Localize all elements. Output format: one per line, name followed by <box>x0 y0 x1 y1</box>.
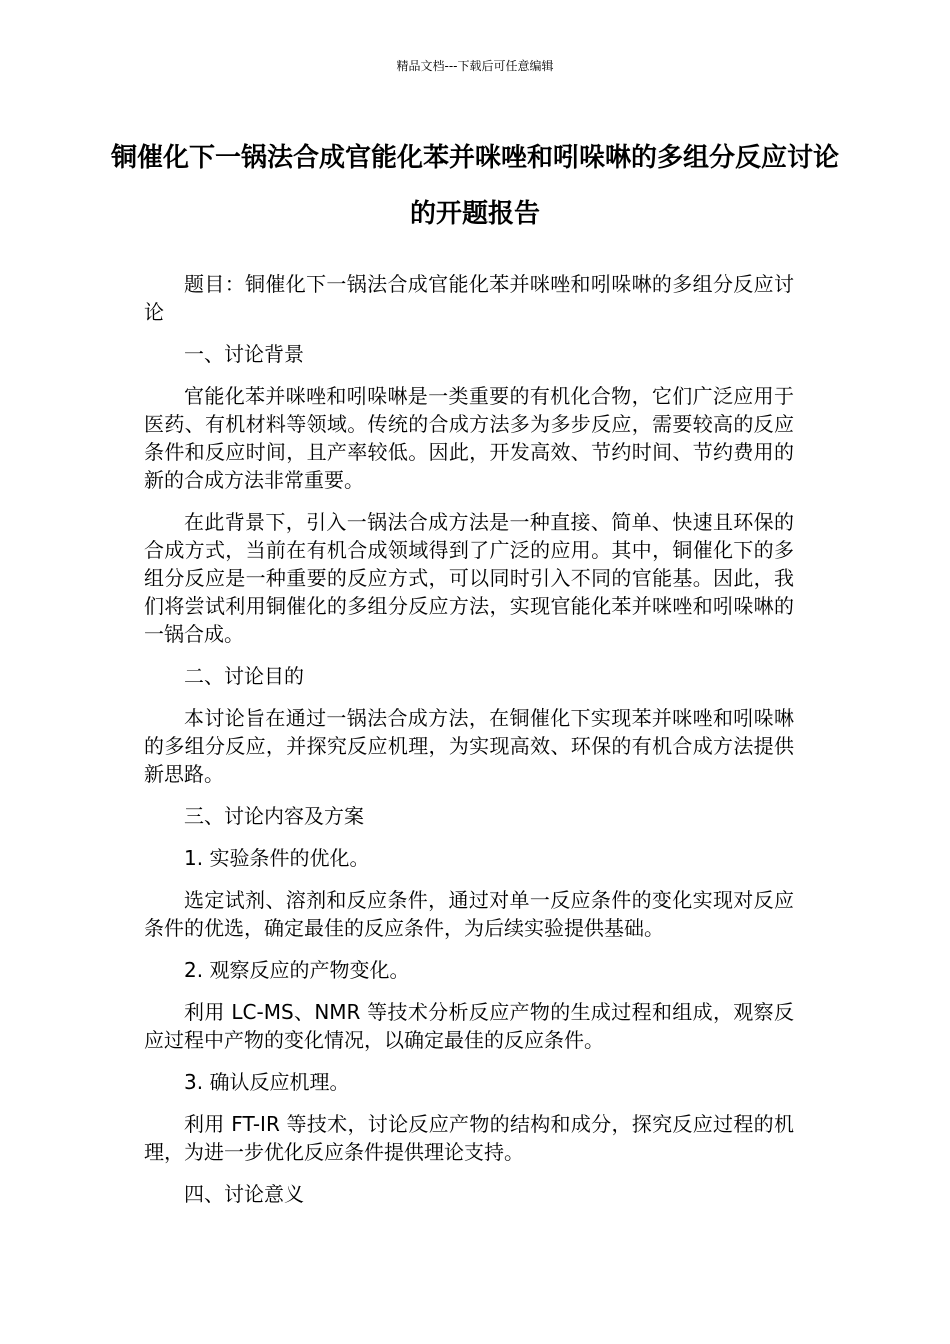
document-body <box>144 270 794 1222</box>
subheading-product-observation: 2. 观察反应的产物变化。 <box>184 958 410 982</box>
section-heading-background: 一、讨论背景 <box>184 342 304 366</box>
background-paragraph-1: 官能化苯并咪唑和吲哚啉是一类重要的有机化合物，它们广泛应用于医药、有机材料等领域。传统的合成方法多为多步反应，需要较高的反应条件和反应时间，且产率较低。因此，开发高效、节约时间、节约费用的新的合成方法非常重要。 <box>144 384 794 492</box>
document-title: 铜催化下一锅法合成官能化苯并咪唑和吲哚啉的多组分反应讨论的开题报告 <box>110 143 839 229</box>
section-heading-purpose: 二、讨论目的 <box>184 664 304 688</box>
subheading-mechanism: 3. 确认反应机理。 <box>184 1070 350 1094</box>
subheading-optimization: 1. 实验条件的优化。 <box>184 846 370 870</box>
header-note: 精品文档---下载后可任意编辑 <box>396 59 554 73</box>
topic-paragraph: 题目：铜催化下一锅法合成官能化苯并咪唑和吲哚啉的多组分反应讨论 <box>144 272 794 324</box>
section-heading-significance: 四、讨论意义 <box>184 1182 304 1206</box>
product-observation-paragraph: 利用 LC-MS、NMR 等技术分析反应产物的生成过程和组成，观察反应过程中产物的变化情况，以确定最佳的反应条件。 <box>144 1000 794 1052</box>
purpose-paragraph: 本讨论旨在通过一锅法合成方法，在铜催化下实现苯并咪唑和吲哚啉的多组分反应，并探究反应机理，为实现高效、环保的有机合成方法提供新思路。 <box>144 706 794 786</box>
mechanism-paragraph: 利用 FT-IR 等技术，讨论反应产物的结构和成分，探究反应过程的机理，为进一步优化反应条件提供理论支持。 <box>144 1112 794 1164</box>
background-paragraph-2: 在此背景下，引入一锅法合成方法是一种直接、简单、快速且环保的合成方式，当前在有机合成领域得到了广泛的应用。其中，铜催化下的多组分反应是一种重要的反应方式，可以同时引入不同的官能基。因此，我们将尝试利用铜催化的多组分反应方法，实现官能化苯并咪唑和吲哚啉的一锅合成。 <box>144 510 794 646</box>
section-heading-content: 三、讨论内容及方案 <box>184 804 364 828</box>
optimization-paragraph: 选定试剂、溶剂和反应条件，通过对单一反应条件的变化实现对反应条件的优选，确定最佳的反应条件，为后续实验提供基础。 <box>144 888 794 940</box>
